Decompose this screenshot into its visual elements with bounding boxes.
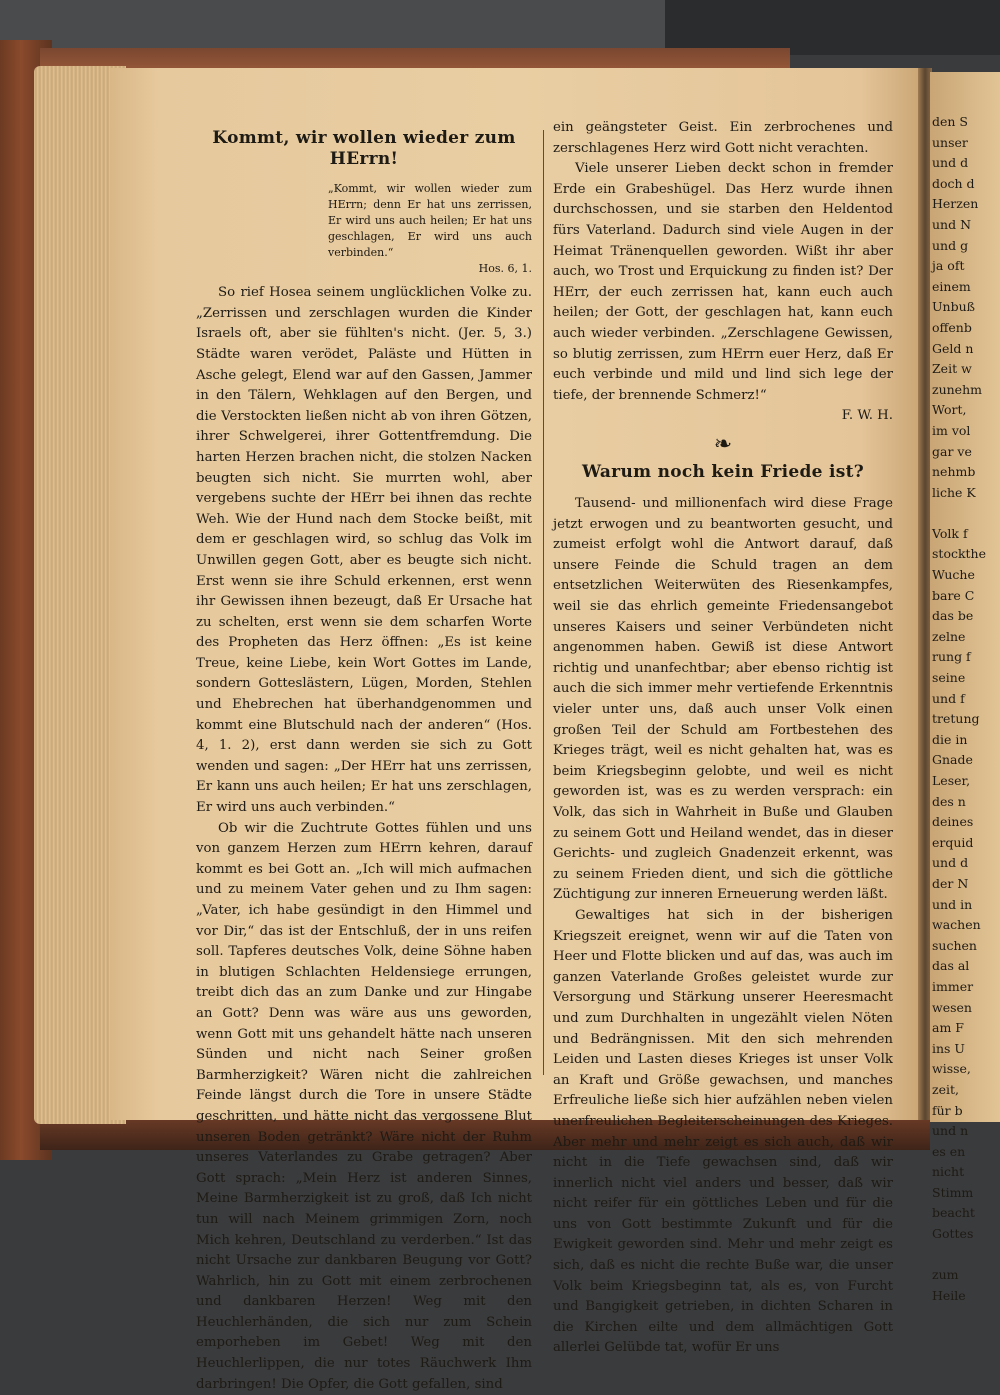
article2-paragraph: Gewaltiges hat sich in der bisherigen Kriegszeit ereignet, wenn wir auf die Taten von Heer und Flotte blicken und auf das, was auch im ganzen Vaterlande Großes geleistet wurde zur Versorgung und Stärkung unserer Heeresmacht und zum Durchhalten in ungezählt vielen Nöten und Bedrängnissen. Mit den sich mehrenden Leiden und Lasten dieses Krieges ist unser Volk an Kraft und Größe gewachsen, und manches Erfreuliche ließe sich hier aufzählen neben vielen unerfreulichen Begleiterscheinungen des Krieges. Aber mehr und mehr zeigt es sich auch, daß wir nicht in die Tiefe gewachsen sind, daß wir innerlich nicht viel anders und besser, daß wir nicht reifer für ein göttliches Leben und für die uns von Gott bestimmte Zukunft und für die Ewigkeit geworden sind. Mehr und mehr zeigt es sich, daß es nicht die rechte Buße war, die unser Volk beim Kriegsbeginn tat, als es, von Furcht und Bangigkeit getrieben, in dichten Scharen in die Kirchen eilte und dem allmächtigen Gott allerlei Gelübde tat, wofür Er uns bbox=[553, 907, 893, 1356]
column-divider bbox=[543, 130, 544, 1075]
right-column bbox=[553, 118, 893, 1359]
article1-paragraph: ein geängsteter Geist. Ein zerbrochenes und zerschlagenes Herz wird Gott nicht verachten. bbox=[553, 120, 893, 156]
ornament-icon: ❧ bbox=[713, 431, 733, 457]
next-page-edge bbox=[930, 72, 1000, 1303]
article1-paragraph: Ob wir die Zuchtrute Gottes fühlen und uns von ganzem Herzen zum HErrn kehren, darauf kommt es bei Gott an. „Ich will mich aufmachen und zu meinem Vater gehen und zu Ihm sagen: „Vater, ich habe gesündigt in den Himmel und vor Dir,“ das ist der Entschluß, der in uns reifen soll. Tapferes deutsches Volk, deine Söhne haben in blutigen Schlachten Heldensiege errungen, treibt dich das an zum Danke und zur Hingabe an Gott? Denn was wäre aus uns geworden, wenn Gott mit uns gehandelt hätte nach unseren Sünden und nicht nach Seiner großen Barmherzigkeit? Wären nicht die zahlreichen Feinde längst durch die Tore in unsere Städte geschritten, und hätte nicht das vergossene Blut unseren Boden getränkt? Wäre nicht der Ruhm unseres Vaterlandes zu Grabe getragen? Aber Gott sprach: „Mein Herz ist anderen Sinnes, Meine Barmherzigkeit ist zu groß, daß Ich nicht tun will nach Meinem grimmigen Zorn, noch Mich kehren, Deutschland zu verderben.“ Ist das nicht Ursache zur dankbaren Beugung vor Gott? Wahrlich, hin zu Gott mit einem zerbrochenen und dankbaren Herzen! Weg mit den Heuchlerhänden, die sich nur zum Schein emporheben im Gebet! Weg mit den Heuchlerlippen, die nur totes Räuchwerk Ihm darbringen! Die Opfer, die Gott gefallen, sind bbox=[196, 820, 532, 1392]
motto-reference: Hos. 6, 1. bbox=[478, 262, 532, 276]
left-column bbox=[196, 122, 532, 1395]
article2-paragraph: Tausend- und millionenfach wird diese Frage jetzt erwogen und zu beantworten gesucht, und zumeist erfolgt wohl die Antwort darauf, daß unsere Feinde die Schuld tragen an dem entsetzlichen Weiterwüten des Riesenkampfes, weil sie das ehrlich gemeinte Friedensangebot unseres Kaisers und seiner Verbündeten nicht angenommen haben. Gewiß ist diese Antwort richtig und unanfechtbar; aber ebenso richtig ist auch die sich immer mehr vertiefende Erkenntnis vieler unter uns, daß auch unser Volk einen großen Teil der Schuld am Fortbestehen des Krieges trägt, weil es nicht gehalten hat, was es beim Kriegsbeginn gelobte, und weil es nicht geworden ist, was es zu werden versprach: ein Volk, das sich in Wahrheit in Buße und Glauben zu seinem Gott und Heiland wendet, das in dieser Gerichts- und zugleich Gnadenzeit erkennt, was zu seinem Frieden dient, und sich die göttliche Züchtigung zur inneren Erneuerung werden läßt. bbox=[553, 496, 893, 903]
motto-text: „Kommt, wir wollen wieder zum HErrn; denn Er hat uns zerrissen, Er wird uns auch heilen; Er hat uns geschlagen, Er wird uns auch verbinden.“ bbox=[328, 182, 532, 260]
article1-motto bbox=[328, 181, 532, 277]
background-top-right bbox=[665, 0, 1000, 55]
article1-paragraph: Viele unserer Lieben deckt schon in fremder Erde ein Grabeshügel. Das Herz wurde ihnen durchschossen, und sie starben den Heldentod fürs Vaterland. Dadurch sind viele Augen in der Heimat Tränenquellen geworden. Wißt ihr aber auch, wo Trost und Erquickung zu finden ist? Der HErr, der euch zerrissen hat, kann euch auch heilen; der Gott, der geschlagen hat, kann euch auch wieder verbinden. „Zerschlagene Gewissen, so blutig zerrissen, zum HErrn euer Herz, daß Er euch verbinde und mild und lind sich lege der tiefe, der brennende Schmerz!“ bbox=[553, 161, 893, 403]
article1-signature: F. W. H. bbox=[841, 408, 893, 424]
article2-title: Warum noch kein Friede ist? bbox=[581, 461, 865, 482]
next-page-fragments: den S unser und d doch d Herzen und N und g ja oft einem Unbuß offenb Geld n Zeit w zunehm Wort, im vol gar ve nehmb liche K Volk f stockthe Wuche bare C das be zelne rung f seine und f tretung die in Gnade Leser, des n deines erquid und d der N und in wachen suchen das al immer wesen am F ins U wisse, zeit, für b und n es en nicht Stimm beacht Gottes zum Heile bbox=[932, 114, 987, 1303]
article1-title: Kommt, wir wollen wieder zum HErrn! bbox=[212, 128, 516, 169]
article1-paragraph: So rief Hosea seinem unglücklichen Volke zu. „Zerrissen und zerschlagen wurden die Kinder Israels oft, aber sie fühlten's nicht. (Jer. 5, 3.) Städte waren verödet, Paläste und Hütten in Asche gelegt, Elend war auf den Gassen, Jammer in den Tälern, Wehklagen auf den Bergen, und die Verstockten ließen nicht ab von ihren Götzen, ihrer Schwelgerei, ihrer Gottentfremdung. Die harten Herzen brachen nicht, die stolzen Nacken beugten sich nicht. Sie murrten wohl, aber vergebens suchte der HErr bei ihnen das rechte Weh. Wie der Hund nach dem Stocke beißt, mit dem er geschlagen wird, so schlug das Volk im Unwillen gegen Gott, aber es beugte sich nicht. Erst wenn sie ihre Schuld erkennen, erst wenn ihr Gewissen ihnen bezeugt, daß Er Ursache hat zu schelten, erst wenn sie dem scharfen Worte des Propheten das Herz öffnen: „Es ist keine Treue, keine Liebe, kein Wort Gottes im Lande, sondern Gotteslästern, Lügen, Morden, Stehlen und Ehebrechen hat überhandgenommen und kommt eine Blutschuld nach der anderen“ (Hos. 4, 1. 2), erst dann werden sie sich zu Gott wenden und sagen: „Der HErr hat uns zerrissen, Er kann uns auch heilen; Er hat uns zerschlagen, Er wird uns auch verbinden.“ bbox=[196, 285, 532, 816]
